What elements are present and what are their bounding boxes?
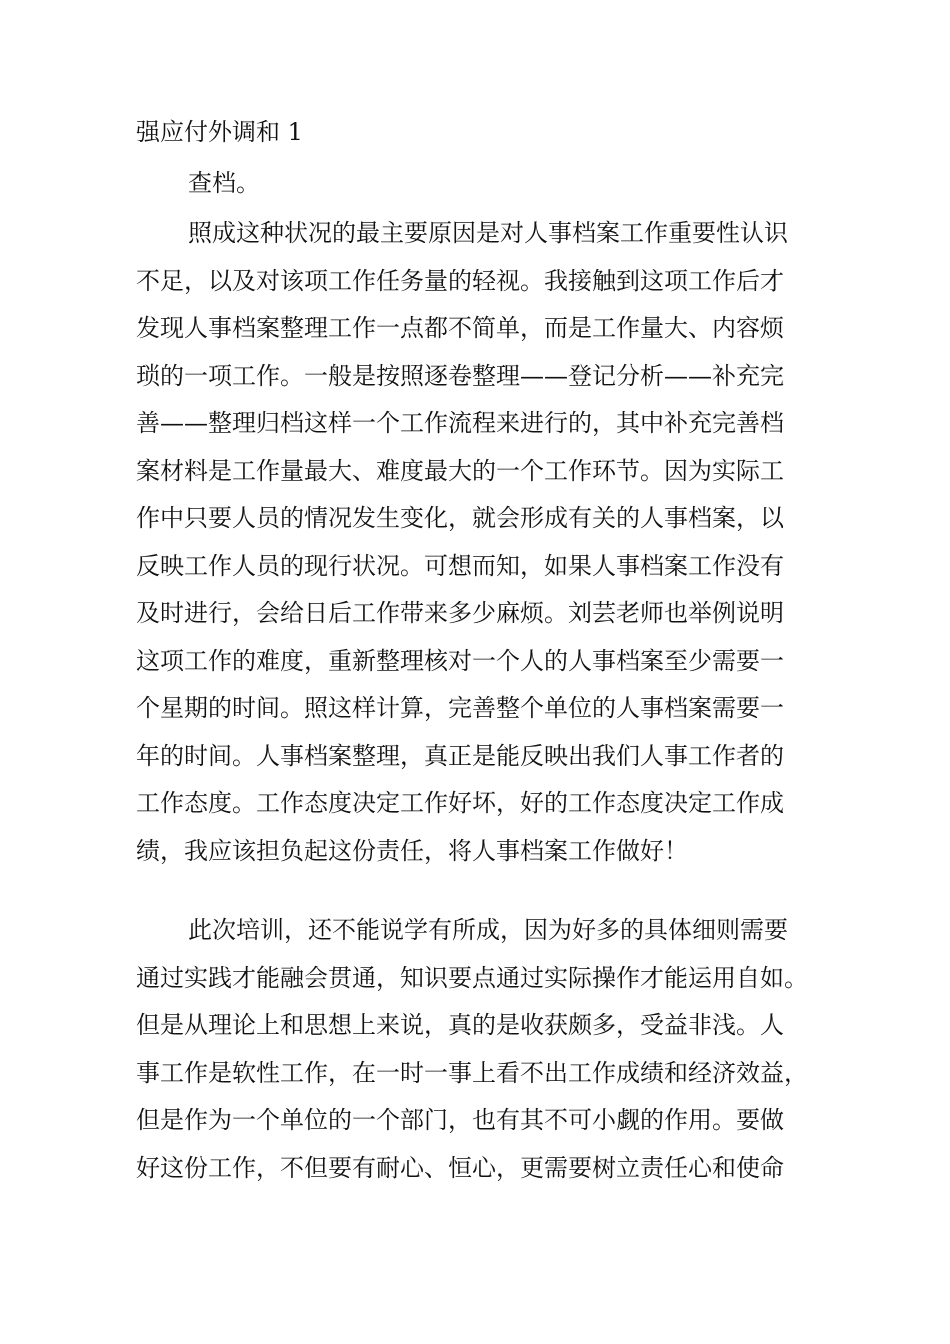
text-line: 事工作是软性工作，在一时一事上看不出工作成绩和经济效益，: [136, 1058, 808, 1087]
text-line: 查档。: [188, 169, 260, 197]
paragraph-2: [136, 210, 826, 875]
paragraph-3: [136, 907, 826, 1192]
text-line: 作中只要人员的情况发生变化，就会形成有关的人事档案，以: [136, 504, 784, 532]
text-line: 年的时间。人事档案整理，真正是能反映出我们人事工作者的: [136, 741, 784, 770]
text-line: 个星期的时间。照这样计算，完善整个单位的人事档案需要一: [136, 694, 784, 722]
text-line: 但是作为一个单位的一个部门，也有其不可小觑的作用。要做: [136, 1106, 784, 1134]
text-line: 但是从理论上和思想上来说，真的是收获颇多，受益非浅。人: [136, 1011, 784, 1039]
text-line: 绩，我应该担负起这份责任，将人事档案工作做好！: [136, 836, 688, 865]
page-header-text: 强应付外调和 1: [136, 118, 303, 146]
text-line: 此次培训，还不能说学有所成，因为好多的具体细则需要: [188, 916, 788, 944]
text-line: 反映工作人员的现行状况。可想而知，如果人事档案工作没有: [136, 551, 784, 580]
text-line: 好这份工作，不但要有耐心、恒心，更需要树立责任心和使命: [136, 1153, 784, 1182]
text-line: 及时进行，会给日后工作带来多少麻烦。刘芸老师也举例说明: [136, 599, 784, 627]
text-line: 不足，以及对该项工作任务量的轻视。我接触到这项工作后才: [136, 266, 784, 295]
text-line: 琐的一项工作。一般是按照逐卷整理——登记分析——补充完: [136, 361, 784, 390]
text-line: 发现人事档案整理工作一点都不简单，而是工作量大、内容烦: [136, 314, 784, 342]
text-line: 案材料是工作量最大、难度最大的一个工作环节。因为实际工: [136, 456, 784, 485]
text-line: 照成这种状况的最主要原因是对人事档案工作重要性认识: [188, 219, 788, 247]
paragraph-1: [136, 160, 826, 208]
text-line: 这项工作的难度，重新整理核对一个人的人事档案至少需要一: [136, 646, 784, 675]
text-line: 工作态度。工作态度决定工作好坏，好的工作态度决定工作成: [136, 789, 784, 817]
text-line: 通过实践才能融会贯通，知识要点通过实际操作才能运用自如。: [136, 963, 808, 992]
text-line: 善——整理归档这样一个工作流程来进行的，其中补充完善档: [136, 409, 784, 437]
